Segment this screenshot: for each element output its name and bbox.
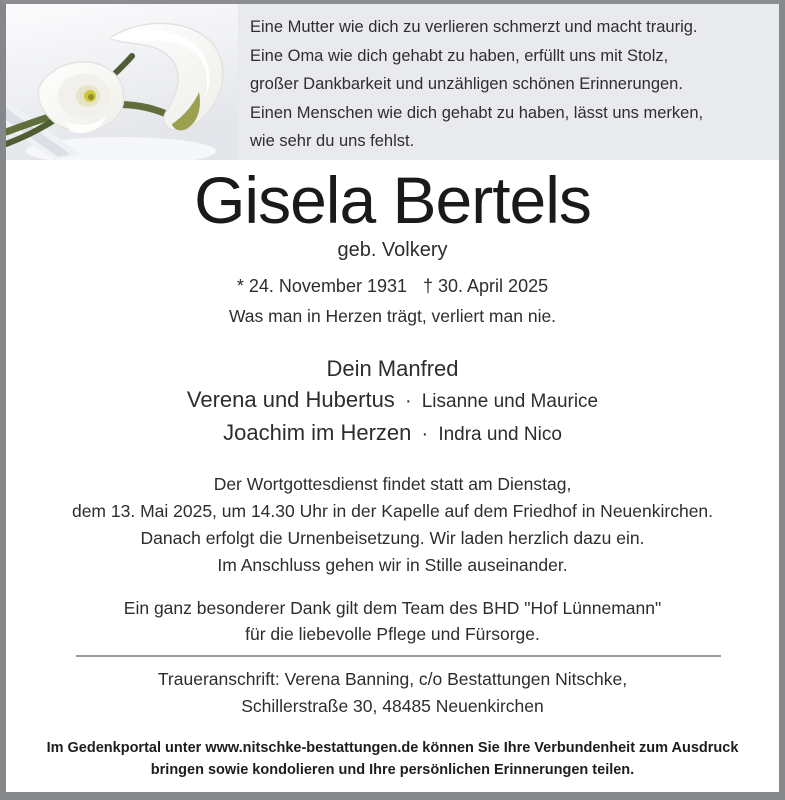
footer-text: können Sie Ihre Verbundenheit zum Ausdruck xyxy=(418,740,739,756)
verse-line: Eine Mutter wie dich zu verlieren schmerzt und macht traurig. xyxy=(250,18,698,36)
life-dates xyxy=(6,274,779,298)
memorial-portal-url: www.nitschke-bestattungen.de xyxy=(205,740,419,756)
verse-line: großer Dankbarkeit und unzähligen schönen Erinnerungen. xyxy=(250,75,683,93)
service-line: dem 13. Mai 2025, um 14.30 Uhr in der Kapelle auf dem Friedhof in Neuenkirchen. xyxy=(71,501,714,521)
death-date: † 30. April 2025 xyxy=(423,276,549,296)
verse-line: Einen Menschen wie dich gehabt zu haben, lässt uns merken, xyxy=(250,103,704,122)
maiden-name: geb. Volkery xyxy=(337,239,448,261)
thanks-line: Ein ganz besonderer Dank gilt dem Team des BHD "Hof Lünnemann" xyxy=(123,598,662,618)
calla-lily-illustration xyxy=(6,4,238,160)
memorial-quote: Was man in Herzen trägt, verliert man nie. xyxy=(228,306,557,326)
service-line: Im Anschluss gehen wir in Stille auseinander. xyxy=(217,555,568,575)
mourner-names-sub: Lisanne und Maurice xyxy=(421,391,599,412)
mourner-names-main: Joachim im Herzen xyxy=(223,420,412,445)
footer-line xyxy=(6,737,779,759)
separator-dot: · xyxy=(404,390,412,412)
mourner-line-2 xyxy=(6,386,779,416)
mourner-line-3 xyxy=(6,419,779,449)
birth-date: * 24. November 1931 xyxy=(236,276,407,296)
service-line: Der Wortgottesdienst findet statt am Dienstag, xyxy=(213,474,572,494)
memorial-portal-note xyxy=(6,737,779,781)
verse-line: wie sehr du uns fehlst. xyxy=(250,132,415,150)
separator-rule xyxy=(76,655,721,657)
address-line: Schillerstraße 30, 48485 Neuenkirchen xyxy=(241,696,544,716)
header-band xyxy=(6,4,779,160)
memorial-verse xyxy=(250,13,703,156)
footer-line: bringen sowie kondolieren und Ihre persönlichen Erinnerungen teilen. xyxy=(150,762,635,778)
address-line: Traueranschrift: Verena Banning, c/o Bestattungen Nitschke, xyxy=(157,669,628,689)
calla-lily-photo xyxy=(6,4,238,160)
mourner-names-main: Verena und Hubertus xyxy=(186,387,395,412)
deceased-name: Gisela Bertels xyxy=(194,163,591,237)
service-details xyxy=(6,471,779,579)
thanks-note xyxy=(6,595,779,647)
verse-line: Eine Oma wie dich gehabt zu haben, erfüllt uns mit Stolz, xyxy=(250,46,669,65)
service-line: Danach erfolgt die Urnenbeisetzung. Wir laden herzlich dazu ein. xyxy=(140,528,645,548)
footer-text: Im Gedenkportal unter xyxy=(46,740,206,756)
separator-dot: · xyxy=(421,423,429,445)
mourner-line-1: Dein Manfred xyxy=(326,356,459,381)
mourner-names-sub: Indra und Nico xyxy=(438,424,562,445)
mourning-address xyxy=(6,666,779,720)
thanks-line: für die liebevolle Pflege und Fürsorge. xyxy=(245,624,540,644)
